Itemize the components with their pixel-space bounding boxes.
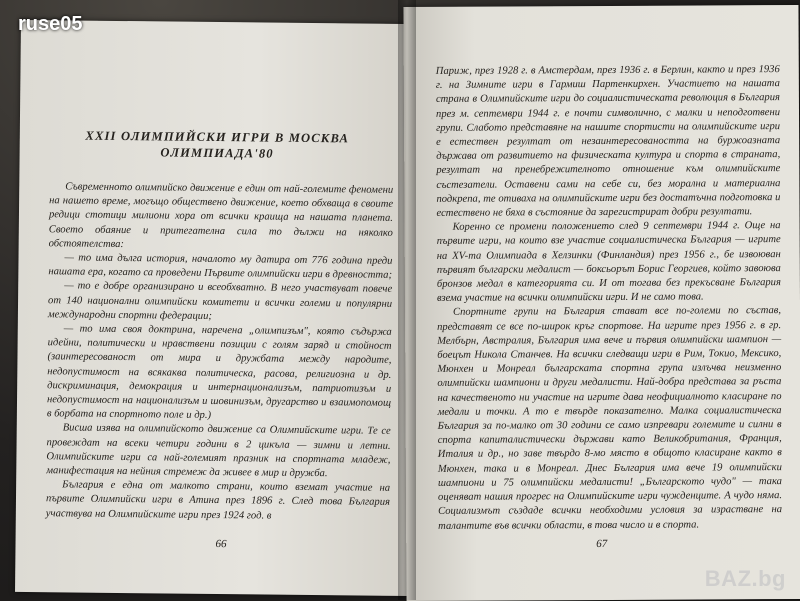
seller-watermark: ruse05 [18,13,83,35]
right-page-text [436,63,782,533]
chapter-title: XXII ОЛИМПИЙСКИ ИГРИ В МОСКВА [85,128,350,146]
book-spine-shadow [398,0,416,600]
paragraph: Висша изява на олимпийското движение са Олимпийските игри. Те се провеждат на всеки четири години в 2 цикъла — зимни и летни. Олимпийските игри са най-големият празник на спортната младеж, манифестация на нейния стремеж да живее в мир и дружба. [46,422,391,480]
left-page-text [46,180,394,524]
left-page [15,20,416,596]
site-logo-watermark: BAZ.bg [704,566,786,591]
paragraph: — то има дълга история, началото му датира от 776 година преди нашата ера, когато са проведени Първите олимпийски игри в древността; [48,252,393,282]
page-number: 66 [215,538,227,551]
page-number: 67 [596,537,608,551]
paragraph: Спортните групи на България стават все по-големи по състав, представят се все по-широк кръг спортове. На игрите през 1956 г. в гр. Мелбърн, Австралия, България има вече и първия олимпийски шампион — боецът Никола Станчев. На всички следващи игри в Рим, Токио, Мексико, Мюнхен и Монреал българската спортна група излъчва неизменно олимпийски шампиони и други медалисти. Най-добра представа за ръста на качественото ни участие на игрите дава неофициалното класиране по медали и точки. А то е твърде показателно. Малка социалистическа България за по-малко от 30 години се само изпревари големите и силни в спорта капиталистически държави като Великобритания, Франция, Италия и др., но заве твърдо 8-мо място в общото класиране както в Мюнхен, така и в Монреал. Днес България има вече 19 олимпийски шампиони и 75 олимпийски медалисти! „Българското чудо" — така оценяват нашия прогрес на Олимпийските игри чужденците. А чудо няма. Социализмът създаде всички необходими условия за израстване на талантите във всички области, в това число и в спорта. [437,305,783,532]
chapter-subtitle: ОЛИМПИАДА'80 [160,145,274,161]
right-page [403,5,800,601]
paragraph: България е една от малкото страни, които вземат участие на първите Олимпийски игри в Атина през 1896 г. След това България участвува на Олимпийските игри през 1924 год. в [45,479,391,522]
paragraph: Коренно се промени положението след 9 септември 1944 г. Още на първите игри, на които взе участие социалистическа България — игрите на XV-та Олимпиада в Хелзинки (Финландия) през 1956 г., бе извоюван първият български медалист — боксьорът Борис Георгиев, който завоюва бронзов медал в категорията си. И от тогава без прекъсване България взема участие на всички олимпийски игри. И не само това. [436,220,781,305]
paragraph: Париж, през 1928 г. в Амстердам, през 1936 г. в Берлин, както и през 1936 г. на Зимните игри в Гармиш Партенкирхен. Участието на нашата страна в Олимпийските игри до социалистическата революция в България през м. септември 1944 г. е почти символично, с малки и неподготвени групи. Слабото представяне на нашите спортисти на олимпийските игри е естествен резултат от незаинтересоваността на буржоазната държава от развитието на физическата култура и спорта в страната, резултат на пренебрежителното отношение към олимпийските състезатели. Оставени сами на себе си, без морална и материална подкрепа, те отиваха на олимпийските игри без достатъчна подготовка и естествено не бяха в състояние да зарегистрират добри резултати. [435,64,781,219]
paragraph: Съвременното олимпийско движение е един от най-големите феномени на нашето време, могъщо обществено движение, което обхваща в своите редици стотици милиони хора от всички краища на нашата планета. Своето обаяние и притегателна сила то дължи на няколко обстоятелства: [48,181,394,250]
paragraph: — то има своя доктрина, наречена „олимпизъм", която съдържа идейни, политически и нравствени позиции с голям заряд и стойност (заинтересованост от мира и дружбата между народите, недопустимост на всякаква политическа, расова, религиозна и др. дискриминация, демокрация и интернационализъм, патриотизъм и недопустимост на национализъм и шовинизъм, другарство и взаимопомощ в борбата на спортното поле и др.) [46,323,392,422]
paragraph: — то е добре организирано и всеобхватно. В него участвуват повече от 140 национални олимпийски комитети и всички големи и популярни международни спортни федерации; [47,280,393,322]
